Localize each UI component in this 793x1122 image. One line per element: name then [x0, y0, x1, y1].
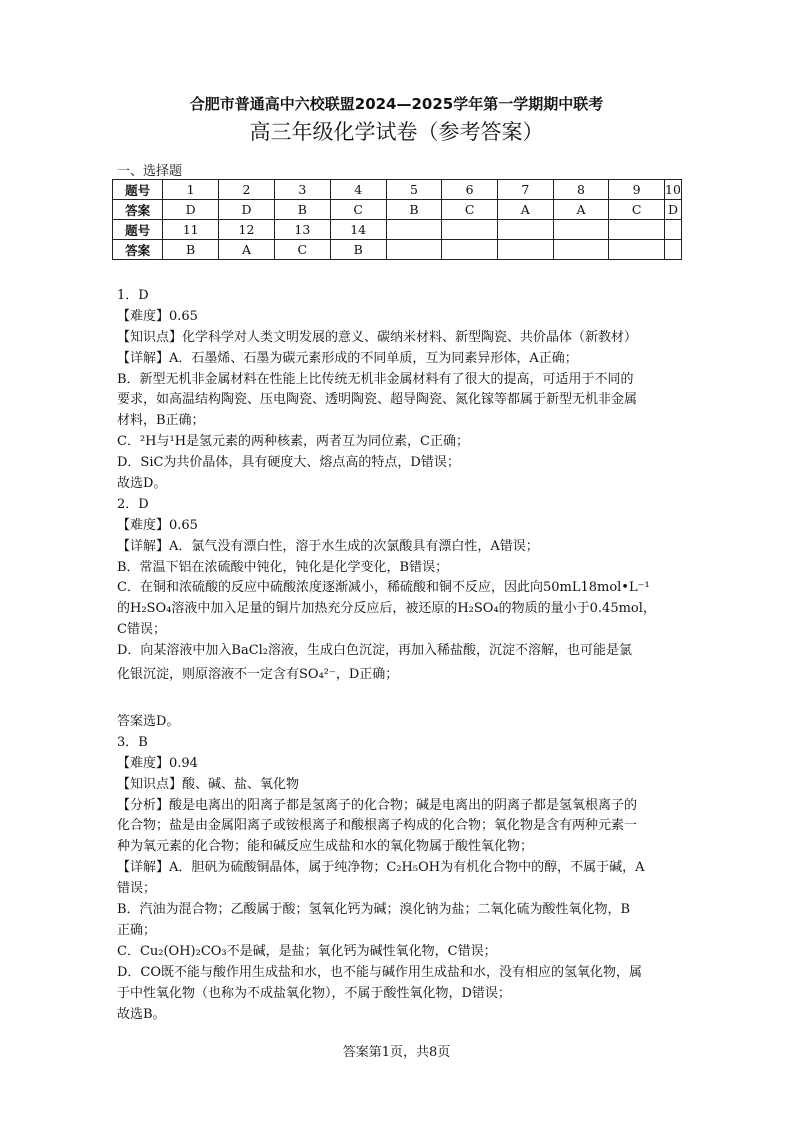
text-line: 【难度】0.94 — [117, 755, 198, 771]
answer-cell: C — [330, 200, 386, 220]
text-line: 化银沉淀，则原溶液不一定含有SO₄²⁻，D正确； — [117, 667, 399, 683]
text-line: B．新型无机非金属材料在性能上比传统无机非金属材料有了很大的提高，可适用于不同的 — [117, 371, 634, 387]
text-line: 于中性氧化物（也称为不成盐氧化物），不属于酸性氧化物，D错误； — [117, 985, 511, 1001]
text-line: 正确； — [117, 922, 157, 938]
text-line: 【详解】A．胆矾为硫酸铜晶体，属于纯净物；C₂H₅OH为有机化合物中的醇，不属于碱，A — [117, 860, 645, 876]
answer-cell: 13 — [274, 220, 330, 240]
text-line: 故选B。 — [117, 1006, 166, 1022]
text-line: C．在铜和浓硫酸的反应中硫酸浓度逐渐减小，稀硫酸和铜不反应，因此向50mL18mol•L⁻¹ — [117, 580, 650, 596]
text-line: 【详解】A．石墨烯、石墨为碳元素形成的不同单质，互为同素异形体，A正确； — [117, 350, 578, 366]
text-line: 【难度】0.65 — [117, 308, 198, 324]
text-line: D．SiC为共价晶体，具有硬度大、熔点高的特点，D错误； — [117, 455, 460, 471]
answer-cell: B — [163, 240, 219, 260]
document-title: 高三年级化学试卷（参考答案） — [249, 120, 544, 144]
answer-cell — [386, 220, 442, 240]
answer-cell — [497, 240, 553, 260]
answer-cell: C — [442, 200, 498, 220]
row-header-cell: 题号 — [113, 220, 163, 240]
answer-cell: 10 — [664, 180, 681, 200]
text-line: 种为氧元素的化合物；能和碱反应生成盐和水的氧化物属于酸性氧化物； — [117, 839, 534, 855]
row-header-cell: 题号 — [113, 180, 163, 200]
answer-cell — [442, 240, 498, 260]
text-line: 1．D — [117, 288, 149, 303]
answer-cell: C — [274, 240, 330, 260]
answer-cell: A — [553, 200, 609, 220]
text-line: 故选D。 — [117, 476, 167, 492]
row-header-cell: 答案 — [113, 240, 163, 260]
text-line: 要求，如高温结构陶瓷、压电陶瓷、透明陶瓷、超导陶瓷、氮化镓等都属于新型无机非金属 — [117, 392, 638, 408]
answer-cell: 1 — [163, 180, 219, 200]
answer-cell — [664, 220, 681, 240]
answer-cell: 9 — [609, 180, 665, 200]
answer-cell: D — [219, 200, 275, 220]
text-line — [117, 687, 687, 712]
text-line: C．²H与¹H是氢元素的两种核素，两者互为同位素，C正确； — [117, 434, 469, 450]
page-footer: 答案第1页，共8页 — [342, 1045, 451, 1060]
answer-cell: B — [330, 240, 386, 260]
answer-cell: C — [609, 200, 665, 220]
text-line: D．CO既不能与酸作用生成盐和水，也不能与碱作用生成盐和水，没有相应的氢氧化物，属 — [117, 964, 643, 980]
answer-cell — [442, 220, 498, 240]
answer-cell — [553, 240, 609, 260]
answer-cell — [553, 220, 609, 240]
answer-cell: 7 — [497, 180, 553, 200]
table-row — [113, 240, 682, 260]
answer-cell: 2 — [219, 180, 275, 200]
text-line: 化合物；盐是由金属阳离子或铵根离子和酸根离子构成的化合物；氧化物是含有两种元素一 — [117, 818, 638, 834]
answer-cell: 14 — [330, 220, 386, 240]
text-line: 【分析】酸是电离出的阳离子都是氢离子的化合物；碱是电离出的阴离子都是氢氧根离子的 — [117, 797, 638, 813]
text-line: 答案选D。 — [117, 714, 180, 730]
text-line: 【知识点】化学科学对人类文明发展的意义、碳纳米材料、新型陶瓷、共价晶体（新教材） — [117, 329, 638, 345]
answer-cell — [664, 240, 681, 260]
text-line: D．向某溶液中加入BaCl₂溶液，生成白色沉淀，再加入稀盐酸，沉淀不溶解，也可能是氯 — [117, 643, 633, 659]
text-line: C．Cu₂(OH)₂CO₃不是碱，是盐；氧化钙为碱性氧化物，C错误； — [117, 943, 497, 959]
text-line: 的H₂SO₄溶液中加入足量的铜片加热充分反应后，被还原的H₂SO₄的物质的量小于0.45mol， — [117, 601, 656, 617]
answer-cell: B — [386, 200, 442, 220]
text-line: B．汽油为混合物；乙酸属于酸；氢氧化钙为碱；溴化钠为盐；二氧化硫为酸性氧化物，B — [117, 902, 631, 918]
answer-cell: D — [664, 200, 681, 220]
table-row — [113, 220, 682, 240]
exam-header: 合肥市普通高中六校联盟2024—2025学年第一学期期中联考 — [189, 95, 604, 113]
text-line: 2．D — [117, 496, 149, 512]
answer-cell: A — [219, 240, 275, 260]
answer-cell: 6 — [442, 180, 498, 200]
answer-cell: B — [274, 200, 330, 220]
answer-cell: 4 — [330, 180, 386, 200]
text-line: 3．B — [117, 734, 148, 750]
answer-cell: 5 — [386, 180, 442, 200]
answer-cell: 8 — [553, 180, 609, 200]
answer-cell: A — [497, 200, 553, 220]
answer-cell — [609, 240, 665, 260]
answer-cell — [609, 220, 665, 240]
table-row — [113, 200, 682, 220]
text-line: 材料，B正确； — [117, 413, 205, 429]
answer-table — [112, 179, 682, 260]
text-line: 【知识点】酸、碱、盐、氧化物 — [117, 776, 300, 792]
section-heading: 一、选择题 — [117, 164, 183, 179]
text-line: C错误； — [117, 622, 166, 638]
explanation-body — [117, 286, 687, 1025]
answer-cell: D — [163, 200, 219, 220]
text-line: 错误； — [117, 881, 157, 897]
text-line: 【难度】0.65 — [117, 517, 198, 533]
text-line: 【详解】A．氯气没有漂白性，溶于水生成的次氯酸具有漂白性，A错误； — [117, 538, 539, 554]
text-line: B．常温下铝在浓硫酸中钝化，钝化是化学变化，B错误； — [117, 559, 449, 575]
answer-cell: 12 — [219, 220, 275, 240]
answer-cell: 3 — [274, 180, 330, 200]
answer-cell — [497, 220, 553, 240]
row-header-cell: 答案 — [113, 200, 163, 220]
answer-cell — [386, 240, 442, 260]
answer-cell: 11 — [163, 220, 219, 240]
table-row — [113, 180, 682, 200]
